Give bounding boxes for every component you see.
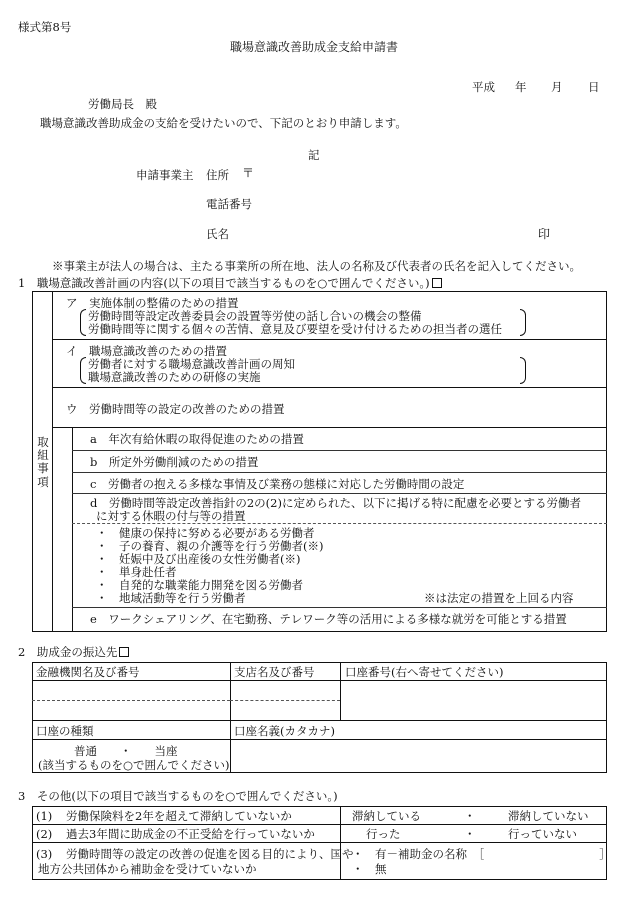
seal-mark: 印: [538, 227, 551, 241]
date-era: 平成: [472, 80, 495, 94]
option-not-overdue[interactable]: 滞納していない: [508, 809, 589, 823]
measure-a-item: 労働時間等に関する個々の苦情、意見及び要望を受け付けるための担当者の選任: [88, 322, 502, 336]
name-label: 氏名: [206, 227, 229, 241]
option-subsidy-yes[interactable]: ・ 有－補助金の名称 ［ ］: [352, 847, 611, 861]
intro-text: 職場意識改善助成金の支給を受けたいので、下記のとおり申請します。: [40, 116, 407, 130]
d-list-item: ・ 地域活動等を行う労働者: [96, 591, 246, 605]
address-label: 住所: [206, 168, 229, 182]
corporation-note: ※事業主が法人の場合は、主たる事業所の所在地、法人の名称及び代表者の氏名を記入してください。: [52, 259, 581, 273]
date-day-label: 日: [588, 80, 600, 94]
d-note: ※は法定の措置を上回る内容: [424, 591, 574, 605]
section2-heading: 2 助成金の振込先: [18, 645, 129, 659]
measure-u-d-line2: に対する休暇の付与等の措置: [96, 509, 246, 523]
date-month-label: 月: [551, 80, 563, 94]
row-number: (1): [36, 809, 53, 823]
checkbox-icon: [119, 647, 129, 657]
measure-u-b: b 所定外労働削減のための措置: [90, 455, 259, 469]
measure-i-item: 職場意識改善のための研修の実施: [88, 370, 261, 384]
section1-heading: 1 職場意識改善計画の内容(以下の項目で該当するものを○で囲んでください。): [18, 276, 442, 290]
applicant-label: 申請事業主: [136, 168, 194, 182]
form-number: 様式第8号: [18, 20, 72, 34]
account-type-label: 口座の種類: [36, 724, 94, 738]
option-separator: ・: [464, 809, 476, 823]
row-number: (2): [36, 827, 53, 841]
option-separator: ・: [464, 827, 476, 841]
section3-heading: 3 その他(以下の項目で該当するものを○で囲んでください。): [18, 789, 338, 803]
d-list-item: ・ 子の養育、親の介護等を行う労働者(※): [96, 539, 324, 553]
measure-a-item: 労働時間等設定改善委員会の設置等労使の話し合いの機会の整備: [88, 309, 422, 323]
account-type-note: (該当するものを○で囲んでください): [38, 758, 230, 772]
postal-mark: 〒: [242, 166, 255, 180]
measure-u-e: e ワークシェアリング、在宅勤務、テレワーク等の活用による多様な就労を可能とする措置: [90, 612, 567, 626]
addressee: 労働局長 殿: [88, 97, 157, 111]
measure-a-title: ア 実施体制の整備のための措置: [66, 296, 239, 310]
measure-u-title: ウ 労働時間等の設定の改善のための措置: [66, 402, 285, 416]
measure-u-d-line1: d 労働時間等設定改善指針の2の(2)に定められた、以下に掲げる特に配慮を必要とする労働者: [90, 496, 581, 510]
checkbox-icon: [432, 278, 442, 288]
d-list-item: ・ 妊娠中及び出産後の女性労働者(※): [96, 552, 301, 566]
option-subsidy-no[interactable]: ・ 無: [352, 862, 387, 876]
ki-mark: 記: [308, 148, 320, 162]
branch-label: 支店名及び番号: [234, 665, 315, 679]
row-number: (3): [36, 847, 53, 861]
row-question: 過去3年間に助成金の不正受給を行っていないか: [66, 827, 315, 841]
bank-name-label: 金融機関名及び番号: [36, 665, 140, 679]
measure-u-a: a 年次有給休暇の取得促進のための措置: [90, 432, 304, 446]
row-question: 労働時間等の設定の改善の促進を図る目的により、国や: [66, 847, 354, 861]
measure-i-item: 労働者に対する職場意識改善計画の周知: [88, 357, 295, 371]
side-label: 取組事項: [37, 435, 49, 489]
account-type-options[interactable]: 普通 ・ 当座: [74, 744, 178, 758]
measure-i-title: イ 職場意識改善のための措置: [66, 344, 227, 358]
d-list-item: ・ 単身赴任者: [96, 565, 177, 579]
phone-label: 電話番号: [206, 197, 252, 211]
date-year-label: 年: [515, 80, 527, 94]
measure-u-c: c 労働者の抱える多様な事情及び業務の態様に対応した労働時間の設定: [90, 477, 465, 491]
account-number-label: 口座番号(右へ寄せてください): [345, 665, 504, 679]
d-list-item: ・ 自発的な職業能力開発を図る労働者: [96, 578, 303, 592]
d-list-item: ・ 健康の保持に努める必要がある労働者: [96, 526, 315, 540]
option-did-not[interactable]: 行っていない: [508, 827, 577, 841]
row-question-cont: 地方公共団体から補助金を受けていないか: [38, 862, 257, 876]
option-did[interactable]: 行った: [366, 827, 401, 841]
page-title: 職場意識改善助成金支給申請書: [230, 40, 399, 54]
option-overdue[interactable]: 滞納している: [352, 809, 421, 823]
account-name-label: 口座名義(カタカナ): [234, 724, 335, 738]
row-question: 労働保険料を2年を超えて滞納していないか: [66, 809, 292, 823]
